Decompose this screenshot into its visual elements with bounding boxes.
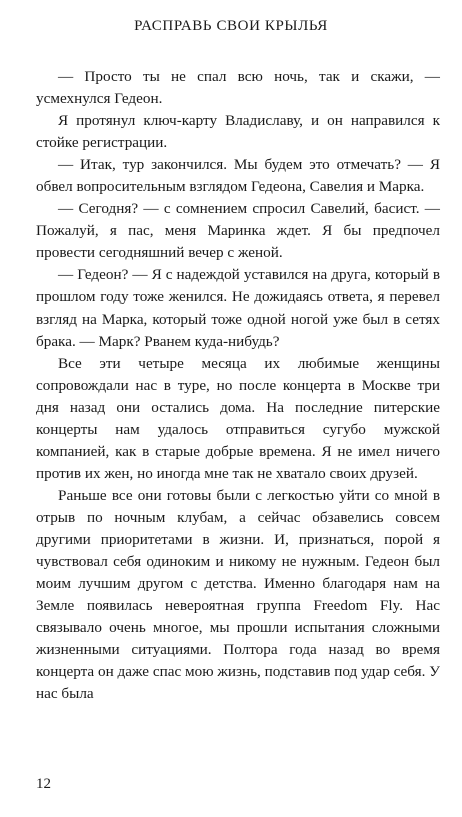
paragraph: — Сегодня? — с сомнением спросил Савелий, басист. — Пожалуй, я пас, меня Маринка ждет. Я бы предпочел провести сегодняшний вечер с женой. [36, 200, 440, 262]
paragraph: — Гедеон? — Я с надеждой уставился на друга, который в прошлом году тоже женился. Не дожидаясь ответа, я перевел взгляд на Марка, который тоже одной ногой уже был в сетях брака. — Марк? Рванем куда-нибудь? [36, 266, 440, 350]
body-text [36, 66, 440, 705]
paragraph: — Просто ты не спал всю ночь, так и скажи, — усмехнулся Гедеон. [36, 68, 440, 108]
paragraph: — Итак, тур закончился. Мы будем это отмечать? — Я обвел вопросительным взглядом Гедеона, Савелия и Марка. [36, 156, 440, 196]
page-number: 12 [36, 776, 51, 792]
paragraph: Я протянул ключ-карту Владиславу, и он направился к стойке регистрации. [36, 112, 440, 152]
running-header: РАСПРАВЬ СВОИ КРЫЛЬЯ [134, 18, 328, 34]
paragraph: Раньше все они готовы были с легкостью уйти со мной в отрыв по ночным клубам, а сейчас обзавелись совсем другими приоритетами в жизни. И, признаться, порой я чувствовал себя одиноким и никому не нужным. Гедеон был моим лучшим другом с детства. Именно благодаря нам на Земле появилась невероятная группа Freedom Fly. Нас связывало очень многое, мы прошли испытания сложными жизненными ситуациями. Полтора года назад во время концерта он даже спас мою жизнь, подставив под удар себя. У нас была [36, 486, 440, 703]
paragraph: Все эти четыре месяца их любимые женщины сопровождали нас в туре, но после концерта в Москве три дня назад они остались дома. На последние питерские концерты нам удалось отправиться сугубо мужской компанией, как в старые добрые времена. Я не имел ничего против их жен, но иногда мне так не хватало своих друзей. [36, 354, 440, 482]
